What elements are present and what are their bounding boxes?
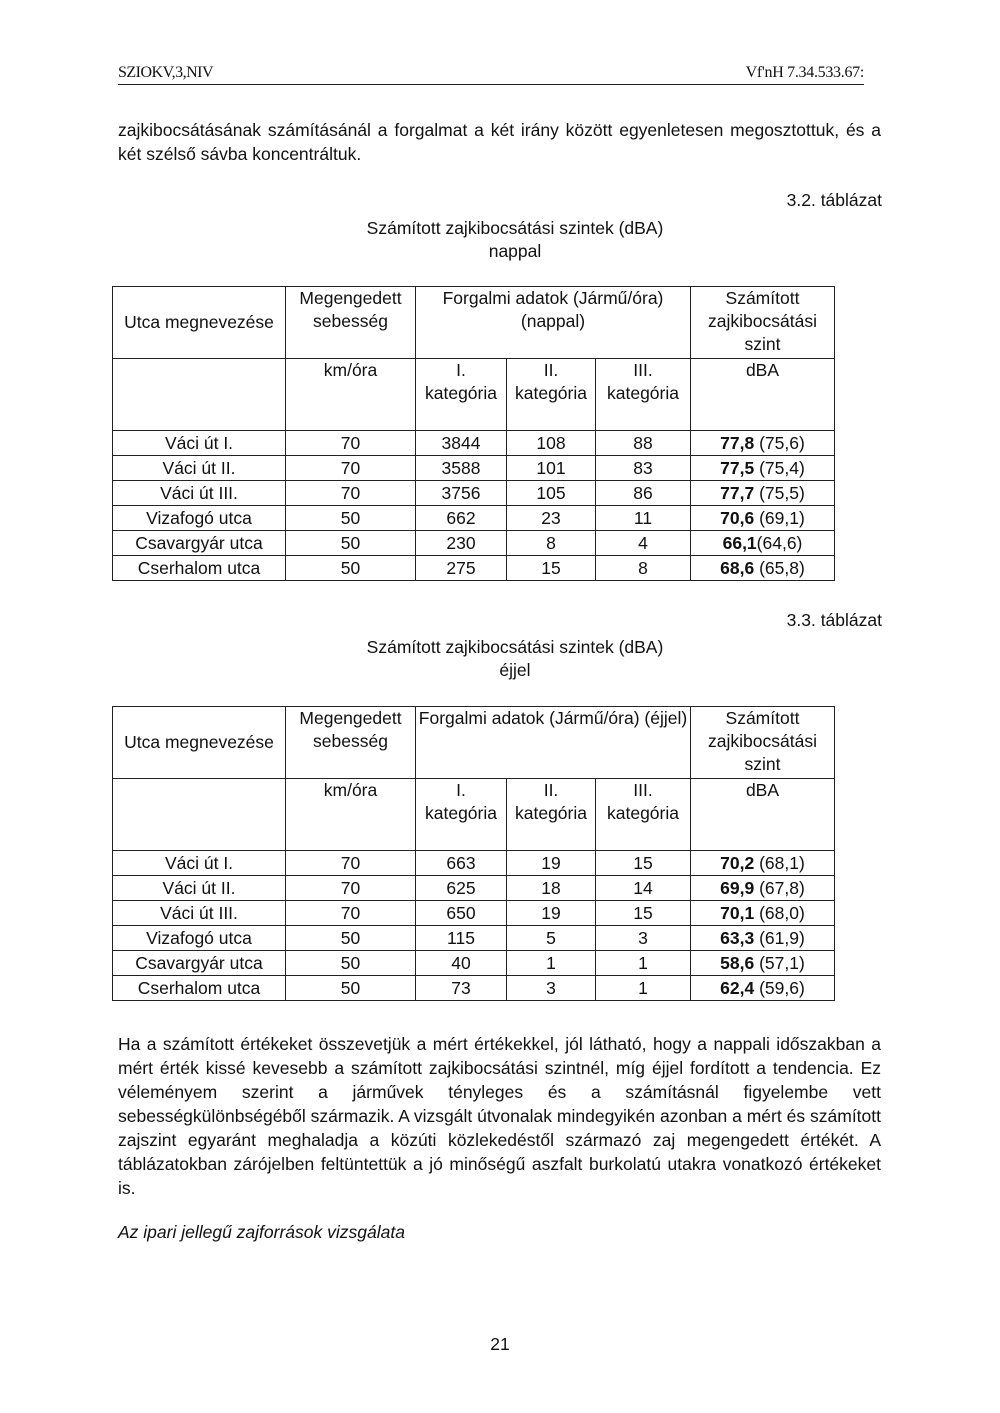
level-asphalt-value: (65,8) [754, 558, 805, 578]
table2-title-text: Számított zajkibocsátási szintek (dBA) [366, 637, 664, 657]
street-cell: Cserhalom utca [113, 976, 286, 1001]
table2-unit-speed: km/óra [286, 779, 416, 851]
level-cell [691, 876, 835, 901]
street-cell: Váci út III. [113, 481, 286, 506]
page-header [118, 62, 864, 85]
speed-cell: 70 [286, 901, 416, 926]
table1-unit-cat3: III. kategória [596, 359, 691, 431]
cat2-cell: 23 [507, 506, 596, 531]
speed-cell: 50 [286, 976, 416, 1001]
cat3-cell: 88 [596, 431, 691, 456]
level-value: 70,1 [720, 903, 755, 923]
cat1-cell: 275 [416, 556, 507, 581]
table-row [113, 556, 835, 581]
table-row [113, 456, 835, 481]
cat2-cell: 8 [507, 531, 596, 556]
table1-units-row [113, 359, 835, 431]
speed-cell: 70 [286, 481, 416, 506]
level-asphalt-value: (69,1) [754, 508, 805, 528]
table2-title [0, 636, 1000, 682]
level-asphalt-value: (67,8) [754, 878, 805, 898]
table2-header-traffic: Forgalmi adatok (Jármű/óra) (éjjel) [416, 707, 691, 779]
level-asphalt-value: (57,1) [754, 953, 805, 973]
table1-header-level: Számított zajkibocsátási szint [691, 287, 835, 359]
cat3-cell: 8 [596, 556, 691, 581]
level-cell [691, 851, 835, 876]
header-right-text: Vf'nH 7.34.533.67: [745, 64, 864, 81]
street-cell: Váci út I. [113, 851, 286, 876]
cat1-cell: 650 [416, 901, 507, 926]
table2-unit-cat1: I. kategória [416, 779, 507, 851]
cat3-cell: 4 [596, 531, 691, 556]
table-row [113, 976, 835, 1001]
level-asphalt-value: (75,4) [754, 458, 805, 478]
level-cell [691, 531, 835, 556]
level-cell [691, 556, 835, 581]
table-row [113, 506, 835, 531]
table1-unit-cat1: I. kategória [416, 359, 507, 431]
level-value: 68,6 [720, 558, 755, 578]
cat1-cell: 3844 [416, 431, 507, 456]
speed-cell: 50 [286, 506, 416, 531]
level-asphalt-value: (68,0) [754, 903, 805, 923]
table-row [113, 531, 835, 556]
cat2-cell: 108 [507, 431, 596, 456]
level-value: 70,2 [720, 853, 755, 873]
table1-label: 3.2. táblázat [786, 190, 882, 210]
street-cell: Váci út II. [113, 876, 286, 901]
table2-label: 3.3. táblázat [786, 610, 882, 630]
table1-title-text: Számított zajkibocsátási szintek (dBA) [366, 218, 664, 238]
cat3-cell: 11 [596, 506, 691, 531]
cat3-cell: 83 [596, 456, 691, 481]
table2-units-empty [113, 779, 286, 851]
level-value: 77,5 [720, 458, 755, 478]
cat3-cell: 1 [596, 976, 691, 1001]
header-left-text: SZIOKV,3,NIV [118, 64, 214, 81]
intro-text: zajkibocsátásának számításánál a forgalmat a két irány között egyenletesen megosztottuk, és a két szélső sávba koncentráltuk. [118, 120, 881, 164]
speed-cell: 70 [286, 456, 416, 481]
cat1-cell: 3588 [416, 456, 507, 481]
cat1-cell: 73 [416, 976, 507, 1001]
level-cell [691, 506, 835, 531]
street-cell: Cserhalom utca [113, 556, 286, 581]
speed-cell: 50 [286, 531, 416, 556]
section-heading: Az ipari jellegű zajforrások vizsgálata [118, 1222, 405, 1242]
street-cell: Csavargyár utca [113, 951, 286, 976]
cat1-cell: 663 [416, 851, 507, 876]
level-cell [691, 481, 835, 506]
level-cell [691, 456, 835, 481]
level-asphalt-value: (59,6) [754, 978, 805, 998]
table-row [113, 926, 835, 951]
cat1-cell: 625 [416, 876, 507, 901]
cat2-cell: 15 [507, 556, 596, 581]
cat3-cell: 3 [596, 926, 691, 951]
street-cell: Váci út III. [113, 901, 286, 926]
level-value: 77,7 [720, 483, 755, 503]
table1-units-empty [113, 359, 286, 431]
level-asphalt-value: (75,6) [754, 433, 805, 453]
cat1-cell: 115 [416, 926, 507, 951]
table2-unit-cat3: III. kategória [596, 779, 691, 851]
speed-cell: 70 [286, 851, 416, 876]
conclusion-text: Ha a számított értékeket összevetjük a mért értékekkel, jól látható, hogy a nappali időszakban a mért érték kissé kevesebb a számított zajkibocsátási szintnél, míg éjjel fordított a tendencia. Ez véleményem szerint a járművek tényleges és a számításnál figyelembe vett sebességkülönbségéből származik. A vizsgált útvonalak mindegyikén azonban a mért és számított zajszint egyaránt meghaladja a közúti közlekedéstől származó zaj megengedett értékét. A táblázatokban zárójelben feltüntettük a jó minőségű aszfalt burkolatú utakra vonatkozó értékeket is. [118, 1034, 881, 1198]
cat2-cell: 101 [507, 456, 596, 481]
table1-unit-cat2: II. kategória [507, 359, 596, 431]
table2-units-row [113, 779, 835, 851]
speed-cell: 50 [286, 556, 416, 581]
level-value: 62,4 [720, 978, 755, 998]
page-number: 21 [490, 1334, 510, 1354]
cat3-cell: 14 [596, 876, 691, 901]
table1-unit-speed: km/óra [286, 359, 416, 431]
level-value: 58,6 [720, 953, 755, 973]
level-asphalt-value: (68,1) [754, 853, 805, 873]
speed-cell: 50 [286, 926, 416, 951]
cat2-cell: 19 [507, 901, 596, 926]
level-cell [691, 901, 835, 926]
cat1-cell: 662 [416, 506, 507, 531]
cat2-cell: 5 [507, 926, 596, 951]
level-asphalt-value: (64,6) [756, 533, 803, 553]
table-row [113, 431, 835, 456]
street-cell: Vizafogó utca [113, 506, 286, 531]
cat2-cell: 18 [507, 876, 596, 901]
conclusion-paragraph [118, 1032, 881, 1200]
table-row [113, 481, 835, 506]
cat2-cell: 105 [507, 481, 596, 506]
table2-header-speed: Megengedett sebesség [286, 707, 416, 779]
cat3-cell: 15 [596, 901, 691, 926]
cat2-cell: 1 [507, 951, 596, 976]
table2-header-row [113, 707, 835, 779]
street-cell: Váci út II. [113, 456, 286, 481]
speed-cell: 50 [286, 951, 416, 976]
level-cell [691, 951, 835, 976]
cat2-cell: 19 [507, 851, 596, 876]
level-value: 66,1 [722, 533, 757, 553]
cat1-cell: 40 [416, 951, 507, 976]
street-cell: Váci út I. [113, 431, 286, 456]
level-value: 77,8 [720, 433, 755, 453]
cat1-cell: 230 [416, 531, 507, 556]
table1-header-traffic: Forgalmi adatok (Jármű/óra) (nappal) [416, 287, 691, 359]
level-cell [691, 926, 835, 951]
level-asphalt-value: (75,5) [754, 483, 805, 503]
table-row [113, 876, 835, 901]
table1-header-speed: Megengedett sebesség [286, 287, 416, 359]
street-cell: Vizafogó utca [113, 926, 286, 951]
table1-header-street: Utca megnevezése [113, 287, 286, 359]
table-row [113, 901, 835, 926]
cat2-cell: 3 [507, 976, 596, 1001]
table1 [112, 286, 835, 581]
level-value: 63,3 [720, 928, 755, 948]
cat1-cell: 3756 [416, 481, 507, 506]
table1-header-row [113, 287, 835, 359]
table-row [113, 951, 835, 976]
table1-title [0, 217, 1000, 263]
cat3-cell: 1 [596, 951, 691, 976]
table2-header-street: Utca megnevezése [113, 707, 286, 779]
level-asphalt-value: (61,9) [754, 928, 805, 948]
speed-cell: 70 [286, 876, 416, 901]
table2-unit-level: dBA [691, 779, 835, 851]
level-value: 69,9 [720, 878, 755, 898]
table-row [113, 851, 835, 876]
cat3-cell: 15 [596, 851, 691, 876]
table1-subtitle-text: nappal [488, 241, 542, 261]
table2-subtitle-text: éjjel [499, 660, 531, 680]
table1-unit-level: dBA [691, 359, 835, 431]
table2-unit-cat2: II. kategória [507, 779, 596, 851]
street-cell: Csavargyár utca [113, 531, 286, 556]
table2-header-level: Számított zajkibocsátási szint [691, 707, 835, 779]
table2 [112, 706, 835, 1001]
cat3-cell: 86 [596, 481, 691, 506]
speed-cell: 70 [286, 431, 416, 456]
level-cell [691, 976, 835, 1001]
level-cell [691, 431, 835, 456]
level-value: 70,6 [720, 508, 755, 528]
intro-paragraph [118, 118, 881, 166]
